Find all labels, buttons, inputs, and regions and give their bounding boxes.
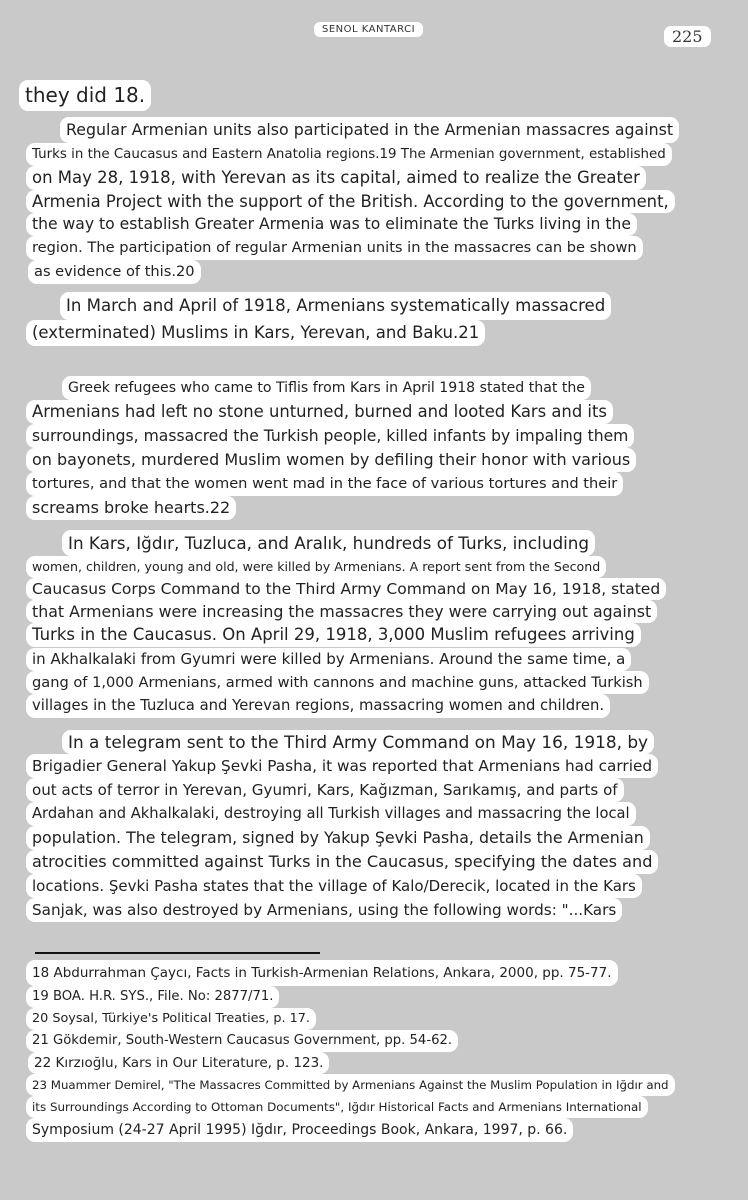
footnote: 19 BOA. H.R. SYS., File. No: 2877/71. — [26, 986, 279, 1008]
text-line: atrocities committed against Turks in the Caucasus, specifying the dates and — [26, 850, 658, 874]
running-header-author: SENOL KANTARCI — [314, 22, 423, 37]
footnote: its Surroundings According to Ottoman Documents", Iğdır Historical Facts and Armenians International — [26, 1096, 648, 1118]
page-number: 225 — [664, 26, 711, 47]
text-line: Brigadier General Yakup Şevki Pasha, it was reported that Armenians had carried — [26, 754, 658, 778]
footnote: 18 Abdurrahman Çaycı, Facts in Turkish-Armenian Relations, Ankara, 2000, pp. 75-77. — [26, 960, 618, 986]
text-line: out acts of terror in Yerevan, Gyumri, Kars, Kağızman, Sarıkamış, and parts of — [26, 778, 624, 802]
text-line: Armenia Project with the support of the British. According to the government, — [26, 190, 675, 213]
text-line: (exterminated) Muslims in Kars, Yerevan, and Baku.21 — [26, 320, 485, 346]
text-line: Armenians had left no stone unturned, burned and looted Kars and its — [26, 400, 613, 424]
text-line: Turks in the Caucasus. On April 29, 1918, 3,000 Muslim refugees arriving — [26, 623, 641, 647]
text-line: Ardahan and Akhalkalaki, destroying all Turkish villages and massacring the local — [26, 802, 636, 826]
text-line: In March and April of 1918, Armenians systematically massacred — [60, 292, 611, 320]
text-line: villages in the Tuzluca and Yerevan regions, massacring women and children. — [26, 694, 610, 718]
text-line: tortures, and that the women went mad in the face of various tortures and their — [26, 472, 623, 496]
text-line: region. The participation of regular Armenian units in the massacres can be shown — [26, 236, 643, 260]
text-line: surroundings, massacred the Turkish people, killed infants by impaling them — [26, 424, 634, 448]
text-line: on bayonets, murdered Muslim women by defiling their honor with various — [26, 448, 636, 472]
text-line: population. The telegram, signed by Yakup Şevki Pasha, details the Armenian — [26, 826, 650, 850]
text-line: Greek refugees who came to Tiflis from Kars in April 1918 stated that the — [62, 376, 591, 400]
text-line: gang of 1,000 Armenians, armed with cannons and machine guns, attacked Turkish — [26, 671, 649, 694]
text-line: Turks in the Caucasus and Eastern Anatolia regions.19 The Armenian government, established — [26, 143, 672, 166]
text-line: as evidence of this.20 — [28, 260, 201, 284]
text-line: In a telegram sent to the Third Army Command on May 16, 1918, by — [62, 730, 654, 754]
text-line: on May 28, 1918, with Yerevan as its capital, aimed to realize the Greater — [26, 166, 646, 190]
footnote: 20 Soysal, Türkiye's Political Treaties, p. 17. — [26, 1008, 316, 1030]
footnote: 23 Muammer Demirel, "The Massacres Committed by Armenians Against the Muslim Population in Iğdır and — [26, 1074, 675, 1096]
footnote: Symposium (24-27 April 1995) Iğdır, Proceedings Book, Ankara, 1997, p. 66. — [26, 1118, 573, 1142]
footnote-rule — [35, 952, 320, 954]
footnote: 22 Kırzıoğlu, Kars in Our Literature, p. 123. — [28, 1052, 329, 1074]
text-line: Caucasus Corps Command to the Third Army Command on May 16, 1918, stated — [26, 578, 666, 600]
text-line: Regular Armenian units also participated in the Armenian massacres against — [60, 117, 679, 143]
text-line: that Armenians were increasing the massacres they were carrying out against — [26, 600, 657, 623]
text-line: the way to establish Greater Armenia was to eliminate the Turks living in the — [26, 213, 637, 236]
text-line: In Kars, Iğdır, Tuzluca, and Aralık, hundreds of Turks, including — [62, 530, 595, 556]
footnote: 21 Gökdemir, South-Western Caucasus Government, pp. 54-62. — [26, 1030, 458, 1052]
text-line: women, children, young and old, were killed by Armenians. A report sent from the Second — [26, 556, 606, 578]
text-line: Sanjak, was also destroyed by Armenians, using the following words: "...Kars — [26, 898, 622, 922]
text-line: in Akhalkalaki from Gyumri were killed by Armenians. Around the same time, a — [26, 648, 631, 671]
text-line: locations. Şevki Pasha states that the village of Kalo/Derecik, located in the Kars — [26, 874, 642, 898]
text-line: they did 18. — [19, 80, 151, 111]
text-line: screams broke hearts.22 — [26, 496, 236, 520]
